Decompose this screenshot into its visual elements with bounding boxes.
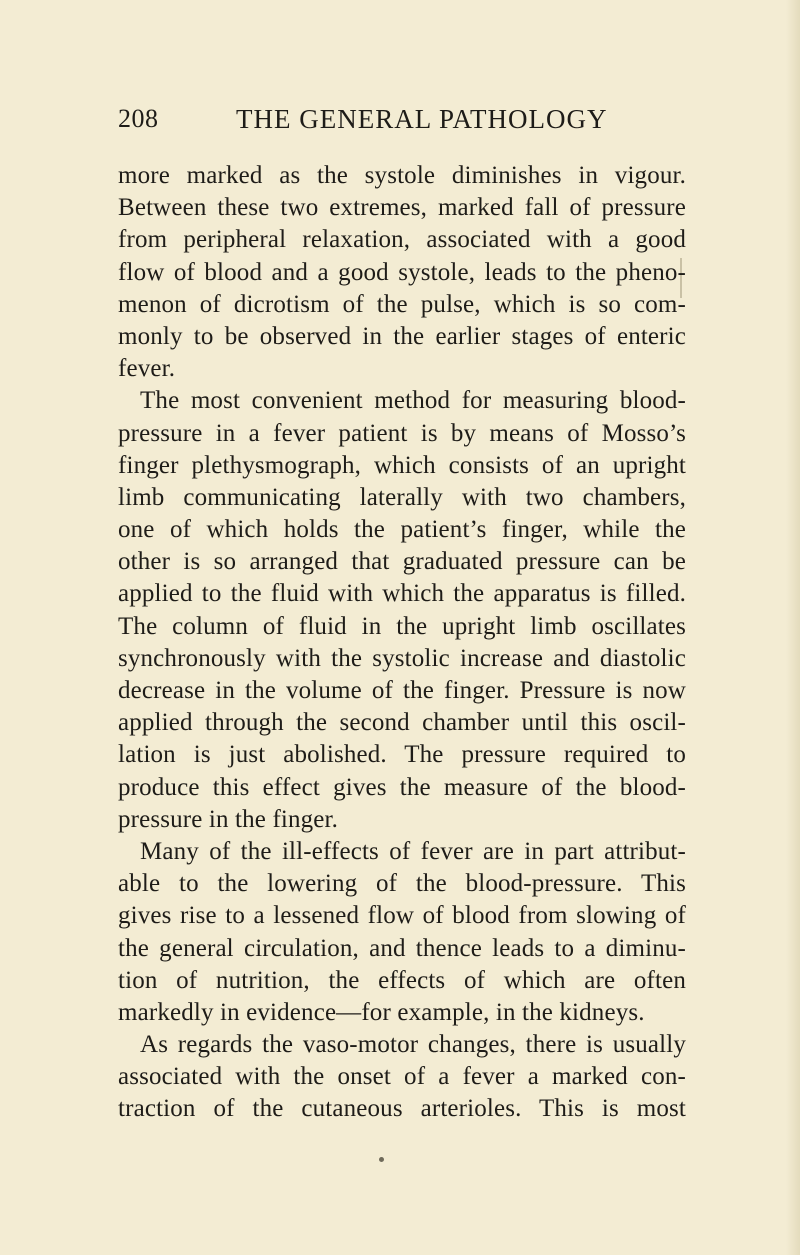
text-line: gives rise to a lessened flow of blood from slowing of [118,902,686,930]
ink-speck [379,1157,384,1162]
paragraph-start-line: The most convenient method for measuring blood- [140,387,686,415]
text-line: fever. [118,355,176,383]
text-line: able to the lowering of the blood-pressure. This [118,870,686,898]
text-line: other is so arranged that graduated pressure can be [118,548,686,576]
running-head: THE GENERAL PATHOLOGY [236,104,608,134]
body-text [118,160,686,1126]
paragraph-start-line: Many of the ill-effects of fever are in part attribut- [140,837,686,865]
page-edge-shadow [786,0,800,1255]
text-line: synchronously with the systolic increase and diastolic [118,644,686,672]
text-line: from peripheral relaxation, associated with a good [118,226,686,254]
text-line: Between these two extremes, marked fall of pressure [118,194,686,222]
text-line: produce this effect gives the measure of the blood- [118,773,686,801]
text-line: The column of fluid in the upright limb oscillates [118,612,686,640]
text-line: applied through the second chamber until this oscil- [118,709,686,737]
text-line: menon of dicrotism of the pulse, which is so com- [118,290,686,318]
text-line: flow of blood and a good systole, leads to the pheno- [118,258,686,286]
text-line: limb communicating laterally with two chambers, [118,483,686,511]
text-line: the general circulation, and thence leads to a diminu- [118,934,686,962]
page-number: 208 [118,104,159,133]
text-line: one of which holds the patient’s finger, while the [118,516,686,544]
text-line: pressure in a fever patient is by means of Mosso’s [118,419,686,447]
text-line: tion of nutrition, the effects of which are often [118,966,686,994]
text-line: monly to be observed in the earlier stages of enteric [118,322,686,350]
text-line: associated with the onset of a fever a marked con- [118,1063,686,1091]
text-line: markedly in evidence—for example, in the kidneys. [118,998,645,1026]
text-line: decrease in the volume of the finger. Pressure is now [118,677,686,704]
text-line: pressure in the finger. [118,805,339,833]
text-line: finger plethysmograph, which consists of an upright [118,451,686,479]
text-line: lation is just abolished. The pressure required to [118,741,686,769]
text-line: traction of the cutaneous arterioles. This is most [118,1095,686,1123]
paragraph-start-line: As regards the vaso-motor changes, there is usually [140,1031,686,1059]
page-header [118,104,678,138]
text-line: more marked as the systole diminishes in vigour. [118,162,686,189]
text-line: applied to the fluid with which the apparatus is filled. [118,580,686,608]
